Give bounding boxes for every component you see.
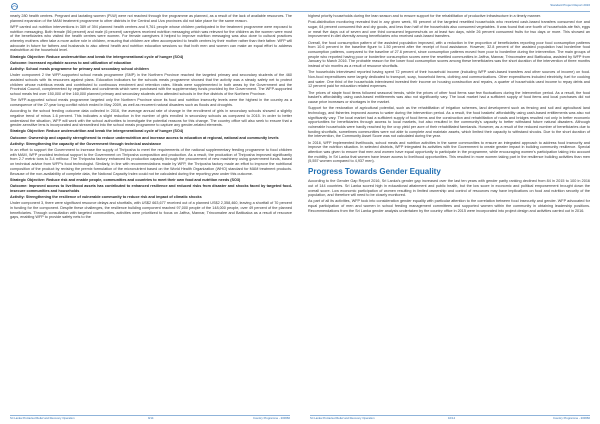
body-paragraph: According to the school feeding outcome data collected in 2016, the average annual rate of change in the enrollment of girls in secondary schools showed a slightly negative trend of minus 1.6 percent. This indicates a slight reduction in the number of girls enrolled in secondary schools as compared to 2015. In order to better understand the situation, WFP will work with the school authorities to investigate the potential reasons for this change. The country office will also seek to ensure that a gender-sensitive lens is incorporated and streamlined into the school meals programme to capture any gender-related elements.: [10, 109, 292, 128]
subheading-paragraph: Outcome: Improved access to livelihood assets has contributed to enhanced resilience and reduced risks from disaster and shocks faced by targeted food-insecure communities and households: [10, 184, 292, 193]
body-paragraph: The prices of staple food items followed seasonal trends, while the prices of other food items saw few fluctuations during the intervention period. As a result, the food basket's affordability using cash-based entitlements was also not significantly vary. The local market had a sufficient supply of food items and local purchases did not cause price increases or shortages in the market.: [308, 90, 590, 104]
right-column: [308, 14, 590, 215]
footer-programme-id: Country Programme - 200660: [553, 416, 590, 420]
footer-project-name: Sri Lanka Protracted Relief and Recovery Operation: [310, 416, 375, 420]
body-paragraph: In an effort to support the Government to increase the supply of Thriposha to meet the requirements of the national supplementary feeding programme to food children with MAM, WFP provided technical support to the Government on Thriposha composition and production. As a result, the production of Thriposha improved significantly from 2.7 metric tons to 3.4 mt/hour. The Thriposha factory enhanced its production capacity through the procurement of new machinery using government funds, based on technical advice from WFP's food technologist. Similarly, in line with recommendations made by WFP, the Thriposha factory made an effort to improve the nutritional composition of the product by revising the premix formulation of the micronutrient based on the World Health Organization (WHO) standard for MAM treatment products. Because of the non-availability of complete data, the National Capacity Index could not be calculated during the reporting year under this outcome.: [10, 148, 292, 176]
subheading-paragraph: Outcome: Increased equitable access to and utilization of education: [10, 60, 132, 65]
subheading-paragraph: Activity: Strengthening the capacity of the Government through technical assistance: [10, 141, 162, 146]
footer-project-name: Sri Lanka Protracted Relief and Recovery Operation: [10, 416, 75, 420]
body-paragraph: Under component 2 the WFP-supported school meals programme (SMP) in the Northern Province reached the targeted primary and secondary students of the 460 assisted schools with its resources against plans. Education indicators for the schools meals programme showed that the activity was a steady safety net to protect children whose nutritious meals and contributed to continuous enrolment and retention rates. Meals were supplemented in both areas by the Government and the Provincial Council, complemented by vegetables and condiments which were purchased with the supplementary funds provided by the Government. The WFP-supported school meals fed over 150,000 of the 160,000 planned primary and secondary students who attended schools in the five districts of the Northern Province.: [10, 73, 292, 97]
left-column: [10, 14, 292, 221]
subheading-paragraph: Activity: Strengthening the resilience of vulnerable community to reduce risk and impact of climatic shocks: [10, 194, 202, 199]
body-paragraph: Overall, the food consumption pattern of the assisted population improved, with a reduction in the proportion of beneficiaries reporting poor food consumption patterns from 10.6 percent in the baseline figure to 1.50 percent after the receipt of food assistance. However, 32.8 percent of the assisted population had borderline food consumption patterns, compared to the baseline of 27.6 percent, since consumption patterns moved from poor to borderline during the intervention. The main groups of people who reported having poor or borderline consumption scores were the resettled communities in Jaffna, Mannar, Trincomalee and Batticaloa, assisted by WFP from January to March 2016. The probable reason for the lower food consumption scores among these beneficiaries was the short duration of the intervention of three months instead of six months as a result of resource shortfalls.: [308, 40, 590, 69]
page-number: 10/14: [448, 416, 455, 420]
body-paragraph: highest priority households during the lean season and to ensure support for the rehabilitation of productive infrastructure in a timely manner.: [308, 14, 542, 18]
header-rule: [10, 11, 590, 12]
wfp-logo-icon: [10, 3, 19, 10]
page-number: 9/14: [148, 416, 154, 420]
body-paragraph: nearly 280 health centres. Pregnant and lactating women (PLW) were not reached through the programme as planned, as a result of the lack of available resources. The planned expansion of the MAM treatment programme to other districts in the Central and Uva provinces did not take place for the same reason.: [10, 14, 292, 23]
body-paragraph: WFP carried out nutrition interventions in 389 of 394 planned health centres and 9,761 people whose children participated in the treatment programme were exposed to nutrition messaging. Both female (56 percent) and male (6 percent) caregivers received nutrition messaging which was relevant for the children as the women were most of the beneficiaries who visited the health centres were women. For female caregivers it helped to improve nutrition messaging was also done to cultural practices whereby mothers often take a more active role in children, ensuring that children are often accompanied to health centres by their mother rather than their father. WFP will advocate in future for fathers and husbands to also attend health and nutrition education sessions so that both men and women can make an equal effort to address malnutrition at the household level.: [10, 24, 292, 53]
subheading-paragraph: Activity: School meals programme for primary and secondary school children: [10, 67, 149, 72]
subheading-paragraph: Strategic Objective: Reduce undernutrition and break the intergenerational cycle of hunger (SO4): [10, 54, 184, 59]
body-paragraph: Under component 3, there were significant resource delays and shortfalls, with US$2 663,677 received out of a planned US$2 2,358,460, leaving a shortfall of 70 percent in funding for the component. Despite these challenges, the resilience building component reached 97,000 people of the 148,000 people, over 49 percent of the planned beneficiaries. Through consultation with targeted communities, activities were prioritized to focus on Jaffna, Mannar, Trincomalee and Batticaloa as a result of resource gaps, enabling WFP to provide safety nets to the: [10, 201, 292, 220]
running-head: Standard Project Report 2016: [550, 3, 590, 7]
section-heading: Progress Towards Gender Equality: [308, 167, 441, 177]
footer-programme-id: Country Programme - 200660: [253, 416, 290, 420]
subheading-paragraph: Outcome: Ownership and capacity strengthened to reduce undernutrition and increase access to education at regional, national and community levels: [10, 135, 279, 140]
body-paragraph: As part of all its activities, WFP took into consideration gender equality with particular attention to the correlation between food insecurity and gender. WFP advocated for equal participation of men and women in school feeding management committees and supported women within the community in obtaining leadership positions. Recommendations from the Sri Lanka gender analysis undertaken by the country office in 2015 were incorporated into project design and activities carried out in 2016.: [308, 199, 590, 213]
body-paragraph: The households interviewed reported having spent 72 percent of their household income (including WFP cash-based transfers and other sources of income) on food. Non-food expenditures were largely dedicated to transport, soap, household items, clothing and communications. Other expenditures included electricity, fuel for cooking and water. One third of the households interviewed invested their income on housing construction and repairs, a quarter of households used income to repay debts and 12 percent paid for education related expenses.: [308, 70, 590, 89]
body-paragraph: Support for the restoration of agricultural potential, such as the rehabilitation of irrigation schemes, land development such as fencing and soil and agricultural land technology, and fisheries improved access to water during the intervention period. As a result, the food baskets' affordability using cash-based entitlements was also not significantly vary. The local market had a sufficient supply of food items and the construction and rehabilitation of roads and bridges resulted not only in better economic opportunities for beneficiaries through access to local markets, but also resulted in the community's capacity to better withstand future natural disasters. Although vulnerable households were hardly reached by the crop yield per acre of their rehabilitated farmlands. However, as a result of the reduced number of beneficiaries due to funding shortfalls, sometimes communities were not able to complete and maintain assets, which limited their capacity to withstand shocks. Due to the short duration of the intervention, the Community Asset Score was not calculated during the year.: [308, 106, 590, 139]
body-paragraph: According to the Gender Gap Report 2016, Sri Lanka's gender gap increased over the last ten years with gender parity ranking declined from 84 in 2015 to 100 in 2016 out of 144 countries. Sri Lanka scored high in educational attainment and public health, but the low score in economic and political empowerment brought down the overall score. Low economic participation of women resulting in limited ownership and control of resources may have implications on food and nutrition security of the population, and therefore will need to be closely monitored.: [308, 179, 590, 198]
subheading-paragraph: Strategic Objective: Reduce risk and enable people, communities and countries to meet their own food and nutrition needs (SO3): [10, 177, 241, 182]
body-paragraph: Post-distribution monitoring revealed that in any given week, 95 percent of the targeted resettled households who received cash-based transfers consumed rice and sugar, 64 percent consumed fish and dry goods, and less than half of the households also consumed vegetables. It was found that one fourth of households ate fish, eggs or meat five days out of seven and one third consumed legumes/nuts on at least two days, while 26 percent consumed fruits for two days or more. This showed an improvement in diet diversity among beneficiaries who received cash-based transfers.: [308, 20, 590, 39]
footer-left: [10, 415, 290, 421]
body-paragraph: In 2016, WFP implemented livelihoods, school meals and nutrition activities in the same communities to ensure an integrated approach to address food insecurity and improve the nutrition situation. In selected districts, WFP integrated its activities with the Government to create greater impact in building community resilience. Special attention was given to ensure that men and women have equal opportunity to participate in the programme, while encouraging women's participation taking into account the mobility. In Sri Lanka that women have lesser access to livelihood opportunities. This resulted in more women taking part in the resilience building activities than men (5,557 women compared to 4,937 men).: [308, 140, 590, 164]
subheading-paragraph: Strategic Objective: Reduce undernutrition and break the intergenerational cycle of hunger (SO4): [10, 129, 184, 134]
body-paragraph: The WFP-supported school meals programme targeted only the Northern Province since its food and nutrition insecurity levels were the highest in the country as a consequence of the 27-year long conflict which ended in May 2009, as well as recurrent natural disasters such as floods and droughts.: [10, 98, 292, 107]
footer-right: [310, 415, 590, 421]
